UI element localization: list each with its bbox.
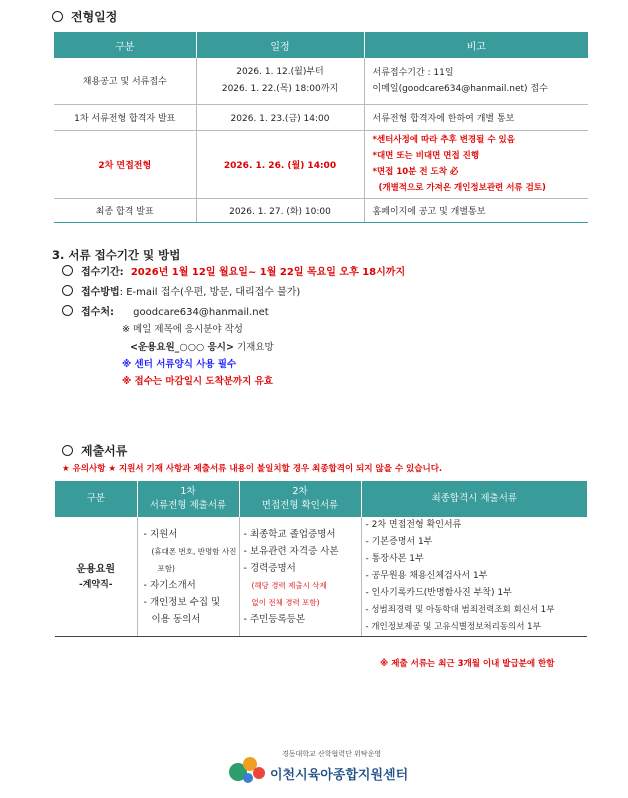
list-item-note: 없이 전체 경력 포함) — [251, 597, 320, 607]
circle-bullet-icon — [62, 445, 73, 456]
role-cell — [55, 517, 137, 637]
list-item: - 경력증명서 — [243, 562, 296, 574]
list-item: - 보유관련 자격증 사본 — [243, 545, 339, 557]
circle-bullet-icon — [62, 285, 73, 296]
table-row — [54, 198, 588, 222]
period-label: 접수기간: — [81, 267, 124, 278]
place-line — [62, 305, 269, 320]
date-line: 2026. 1. 22.(목) 18:00까지 — [221, 83, 339, 94]
documents-title: 제출서류 — [62, 442, 127, 459]
stage-cell: 채용공고 및 서류접수 — [54, 58, 196, 104]
documents-warning: ★ 유의사항 ★ 지원서 기재 사항과 제출서류 내용이 불일치할 경우 최종합격이 되지 않을 수 있습니다. — [62, 464, 443, 474]
list-item: - 개인정보제공 및 고유식별정보처리동의서 1부 — [365, 622, 541, 632]
role-sublabel: -계약직- — [78, 579, 113, 590]
place-email: goodcare634@hanmail.net — [133, 307, 269, 318]
col-header — [239, 481, 361, 517]
period-line — [62, 265, 405, 280]
date-cell: 2026. 1. 23.(금) 14:00 — [196, 104, 364, 130]
header-line: 1차 — [180, 486, 196, 497]
note-line: 이메일(goodcare634@hanmail.net) 접수 — [372, 83, 548, 94]
note-cell: 홈페이지에 공고 및 개별통보 — [364, 198, 588, 222]
footer-center-name: 이천시육아종합지원센터 — [270, 768, 409, 783]
list-item-note: 포함) — [157, 563, 175, 573]
documents-table — [55, 481, 587, 637]
list-item: - 인사기록카드(반명함사진 부착) 1부 — [365, 588, 512, 598]
table-row — [54, 104, 588, 130]
documents-footnote: ※ 제출 서류는 최근 3개월 이내 발급분에 한함 — [380, 659, 555, 669]
table-row — [55, 517, 587, 637]
note-cell: 서류전형 합격자에 한하여 개별 통보 — [364, 104, 588, 130]
col-header — [137, 481, 239, 517]
circle-bullet-icon — [62, 305, 73, 316]
list-item: - 주민등록등본 — [243, 613, 306, 625]
list-item: - 지원서 — [143, 528, 178, 540]
list-item: - 통장사본 1부 — [365, 554, 424, 564]
date-cell: 2026. 1. 26. (월) 14:00 — [196, 130, 364, 198]
note-line-1: ※ 메일 제목에 응시분야 작성 — [122, 324, 243, 335]
schedule-title: 전형일정 — [52, 8, 117, 25]
role-label: 운용요원 — [76, 563, 116, 575]
col-header: 최종합격시 제출서류 — [361, 481, 587, 517]
note-bold-part: <운용요원_○○○ 응시> — [130, 342, 234, 353]
place-label: 접수처: — [81, 307, 114, 318]
list-item: - 공무원용 채용신체검사서 1부 — [365, 571, 488, 581]
header-line: 서류전형 제출서류 — [149, 500, 227, 511]
date-line: 2026. 1. 12.(월)부터 — [236, 66, 324, 77]
note-line-2 — [130, 340, 274, 355]
note-cell — [364, 58, 588, 104]
stage-cell: 1차 서류전형 합격자 발표 — [54, 104, 196, 130]
note-line: 서류접수기간 : 11일 — [372, 67, 454, 78]
submission-title: 3. 서류 접수기간 및 방법 — [52, 248, 181, 262]
col-header: 구분 — [54, 32, 196, 58]
final-round-cell — [361, 517, 587, 637]
list-item-note: (해당 경력 제출시 삭제 — [251, 580, 327, 590]
circle-bullet-icon — [52, 11, 63, 22]
note-line: *대면 또는 비대면 면접 진행 — [372, 151, 480, 161]
first-round-cell — [137, 517, 239, 637]
col-header: 구분 — [55, 481, 137, 517]
stage-cell: 2차 면접전형 — [54, 130, 196, 198]
note-rest-part: 기재요망 — [236, 342, 274, 353]
note-cell — [364, 130, 588, 198]
schedule-table — [54, 32, 588, 223]
list-item: - 성범죄경력 및 아동학대 범죄전력조회 회신서 1부 — [365, 605, 555, 615]
note-line: *면접 10분 전 도착 必 — [372, 167, 459, 177]
date-cell: 2026. 1. 27. (화) 10:00 — [196, 198, 364, 222]
note-line: (개별적으로 가져온 개인정보관련 서류 검토) — [378, 183, 546, 193]
table-header-row — [54, 32, 588, 58]
table-row — [54, 58, 588, 104]
table-row — [54, 130, 588, 198]
stage-cell: 최종 합격 발표 — [54, 198, 196, 222]
footer-logo — [226, 746, 409, 790]
header-line: 2차 — [292, 486, 308, 497]
list-item: - 자기소개서 — [143, 579, 196, 591]
list-item: - 기본증명서 1부 — [365, 537, 433, 547]
method-label: 접수방법 — [81, 287, 120, 298]
method-line — [62, 285, 300, 300]
center-logo-icon — [226, 752, 268, 786]
list-item: 이용 동의서 — [151, 613, 201, 625]
col-header: 일정 — [196, 32, 364, 58]
date-cell — [196, 58, 364, 104]
note-line-3: ※ 센터 서류양식 사용 필수 — [122, 359, 237, 370]
circle-bullet-icon — [62, 265, 73, 276]
note-line: *센터사정에 따라 추후 변경될 수 있음 — [372, 135, 515, 145]
second-round-cell — [239, 517, 361, 637]
note-line-4: ※ 접수는 마감일시 도착분까지 유효 — [122, 376, 273, 387]
col-header: 비고 — [364, 32, 588, 58]
table-header-row — [55, 481, 587, 517]
method-value: : E-mail 접수(우편, 방문, 대리접수 불가) — [119, 287, 301, 298]
footer-subtitle: 경동대학교 산학협력단 위탁운영 — [282, 750, 382, 758]
list-item: - 최종학교 졸업증명서 — [243, 528, 336, 540]
period-value: 2026년 1월 12일 월요일~ 1월 22일 목요일 오후 18시까지 — [130, 267, 406, 278]
list-item-note: (휴대폰 번호, 반명함 사진 — [151, 546, 237, 556]
list-item: - 2차 면접전형 확인서류 — [365, 520, 462, 530]
list-item: - 개인정보 수집 및 — [143, 596, 221, 608]
header-line: 면접전형 확인서류 — [261, 500, 339, 511]
